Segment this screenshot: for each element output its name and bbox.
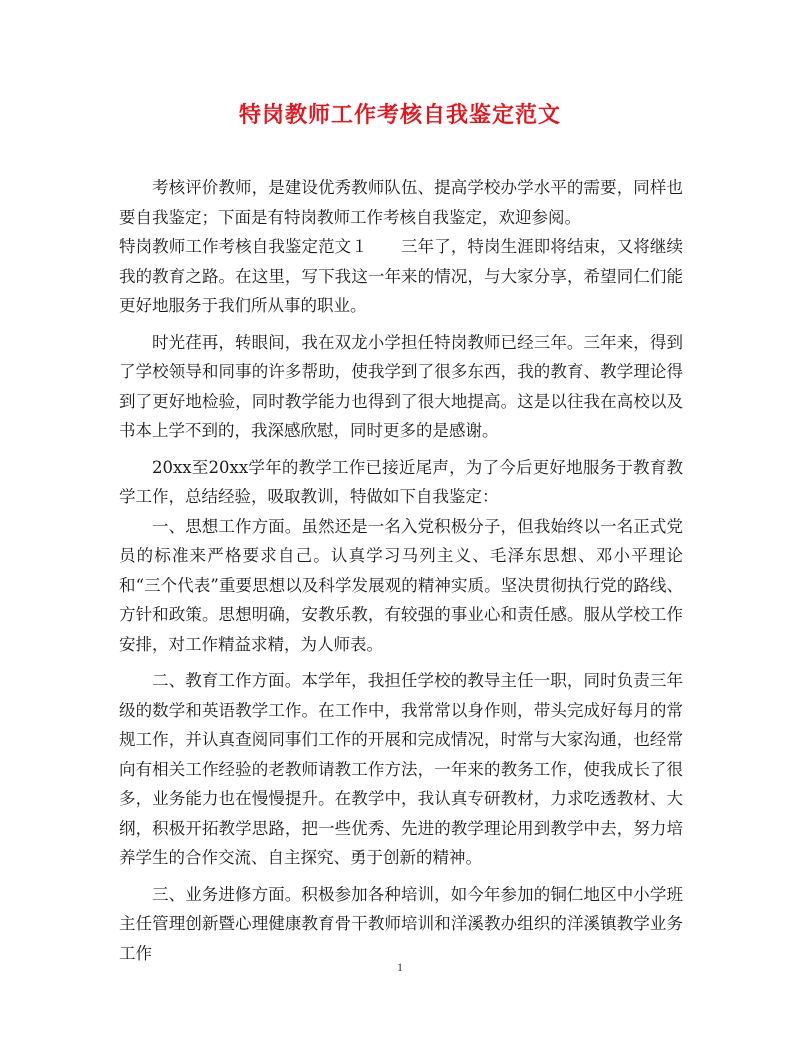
paragraph-sample-heading: 特岗教师工作考核自我鉴定范文１ 三年了，特岗生涯即将结束，又将继续我的教育之路。在这里，写下我这一年来的情况，与大家分享，希望同仁们能更好地服务于我们所从事的职业。 — [119, 237, 683, 315]
paragraph-reflection: 时光荏再，转眼间，我在双龙小学担任特岗教师已经三年。三年来，得到了学校领导和同事的许多帮助，使我学到了很多东西，我的教育、教学理论得到了更好地检验，同时教学能力也得到了很大地提高。这是以往我在高校以及书本上学不到的，我深感欣慰，同时更多的是感谢。 — [119, 332, 683, 440]
document-title: 特岗教师工作考核自我鉴定范文 — [238, 102, 561, 128]
paragraph-education-work: 二、教育工作方面。本学年，我担任学校的教导主任一职，同时负责三年级的数学和英语教学工作。在工作中，我常常以身作则，带头完成好每月的常规工作，并认真查阅同事们工作的开展和完成情况，时常与大家沟通，也经常向有相关工作经验的老教师请教工作方法，一年来的教务工作，使我成长了很多，业务能力也在慢慢提升。在教学中，我认真专研教材，力求吃透教材、大纲，积极开拓教学思路，把一些优秀、先进的教学理论用到教学中去，努力培养学生的合作交流、自主探究、勇于创新的精神。 — [119, 671, 683, 867]
paragraph-ideology: 一、思想工作方面。虽然还是一名入党积极分子，但我始终以一名正式党员的标准来严格要求自己。认真学习马列主义、毛泽东思想、邓小平理论和“三个代表”重要思想以及科学发展观的精神实质。坚决贯彻执行党的路线、方针和政策。思想明确，安教乐教，有较强的事业心和责任感。服从学校工作安排，对工作精益求精，为人师表。 — [119, 516, 683, 654]
document-body — [119, 173, 683, 968]
paragraph-intro: 考核评价教师，是建设优秀教师队伍、提高学校办学水平的需要，同样也要自我鉴定；下面是有特岗教师工作考核自我鉴定，欢迎参阅。 — [119, 178, 683, 227]
paragraph-professional-development: 三、业务进修方面。积极参加各种培训，如今年参加的铜仁地区中小学班主任管理创新暨心理健康教育骨干教师培训和洋溪教办组织的洋溪镇教学业务工作 — [119, 884, 683, 963]
page-number: 1 — [397, 960, 403, 974]
paragraph-summary-intro: 20xx至20xx学年的教学工作已接近尾声，为了今后更好地服务于教育教学工作，总结经验，吸取教训，特做如下自我鉴定： — [119, 457, 683, 506]
